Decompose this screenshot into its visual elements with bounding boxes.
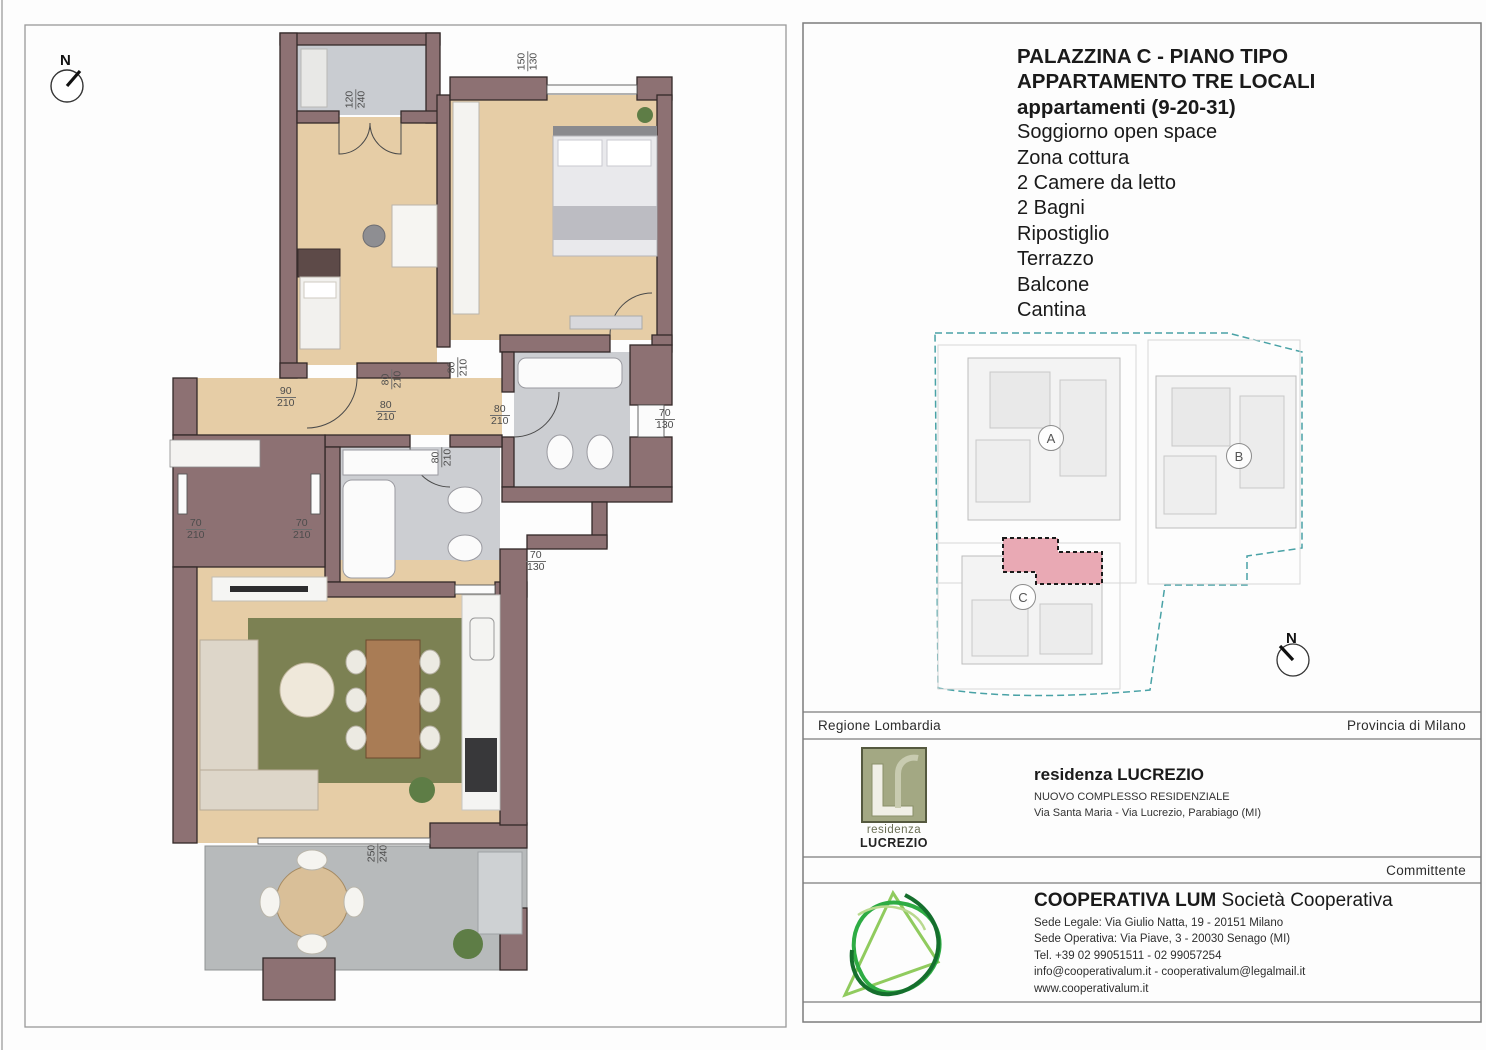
feature-item: 2 Camere da letto bbox=[1017, 172, 1176, 195]
cooperativa-name: COOPERATIVA LUM Società Cooperativa bbox=[1034, 890, 1393, 911]
title-block bbox=[1017, 44, 1467, 323]
committente-label: Committente bbox=[1386, 862, 1466, 878]
dimension-label: 90 210 bbox=[277, 385, 295, 409]
floor-plan bbox=[170, 33, 672, 1000]
cooperativa-line: info@cooperativalum.it - cooperativalum@legalmail.it bbox=[1034, 966, 1306, 979]
dimension-label: 80 210 bbox=[377, 399, 395, 423]
site-plan bbox=[935, 333, 1309, 696]
feature-item: Soggiorno open space bbox=[1017, 121, 1218, 144]
dimension-label: 70 210 bbox=[187, 517, 205, 541]
site-building-badge-a: A bbox=[1038, 425, 1064, 451]
title-line-1: PALAZZINA C - PIANO TIPO bbox=[1017, 45, 1289, 68]
feature-item: Balcone bbox=[1017, 273, 1090, 296]
site-building-badge-c: C bbox=[1010, 584, 1036, 610]
dimension-label: 250 240 bbox=[365, 844, 390, 863]
feature-item: 2 Bagni bbox=[1017, 197, 1085, 220]
dimension-label: 80 210 bbox=[429, 448, 454, 467]
feature-item: Cantina bbox=[1017, 299, 1086, 322]
dimension-label: 70 130 bbox=[527, 549, 545, 573]
feature-item: Terrazzo bbox=[1017, 248, 1094, 271]
cooperativa-line: Sede Legale: Via Giulio Natta, 19 - 20151 Milano bbox=[1034, 916, 1284, 929]
title-line-3: appartamenti (9-20-31) bbox=[1017, 95, 1236, 119]
feature-list bbox=[1017, 120, 1467, 323]
dimension-label: 80 210 bbox=[379, 370, 404, 389]
region-label: Regione Lombardia bbox=[818, 718, 941, 733]
committente-row bbox=[804, 858, 1480, 882]
cooperativa-lines bbox=[1034, 917, 1393, 995]
dimension-label: 70 130 bbox=[656, 407, 674, 431]
title-line-2: APPARTAMENTO TRE LOCALI bbox=[1017, 70, 1316, 94]
region-row bbox=[804, 713, 1480, 738]
residenza-info bbox=[1034, 765, 1261, 819]
residenza-name: residenza LUCREZIO bbox=[1034, 765, 1205, 784]
site-building-b bbox=[1148, 340, 1300, 584]
dimension-label: 80 210 bbox=[491, 403, 509, 427]
cooperativa-line: Tel. +39 02 99051511 - 02 99057254 bbox=[1034, 949, 1222, 962]
dimension-label: 120 240 bbox=[343, 90, 368, 109]
residenza-logo bbox=[862, 748, 926, 822]
feature-item: Ripostiglio bbox=[1017, 222, 1110, 245]
dimension-label: 80 210 bbox=[445, 358, 470, 377]
province-label: Provincia di Milano bbox=[1347, 718, 1466, 733]
dimension-label: 150 130 bbox=[515, 52, 540, 71]
site-compass-label: N bbox=[1286, 630, 1297, 647]
cooperativa-info bbox=[1034, 890, 1393, 995]
site-compass-icon bbox=[1277, 644, 1309, 676]
cooperativa-line: Sede Operativa: Via Piave, 3 - 20030 Senago (MI) bbox=[1034, 933, 1291, 946]
lum-logo bbox=[845, 893, 940, 995]
entrance-niche bbox=[170, 440, 260, 467]
residenza-subtitle: NUOVO COMPLESSO RESIDENZIALE bbox=[1034, 791, 1230, 803]
dimension-label: 70 210 bbox=[293, 517, 311, 541]
site-building-badge-b: B bbox=[1226, 443, 1252, 469]
plan-compass-icon bbox=[51, 70, 83, 102]
residenza-address: Via Santa Maria - Via Lucrezio, Parabiago (MI) bbox=[1034, 807, 1262, 819]
cooperativa-line: www.cooperativalum.it bbox=[1034, 982, 1149, 995]
plan-compass-label: N bbox=[60, 52, 71, 69]
feature-item: Zona cottura bbox=[1017, 146, 1130, 169]
residenza-logo-caption: residenza LUCREZIO bbox=[860, 824, 928, 850]
